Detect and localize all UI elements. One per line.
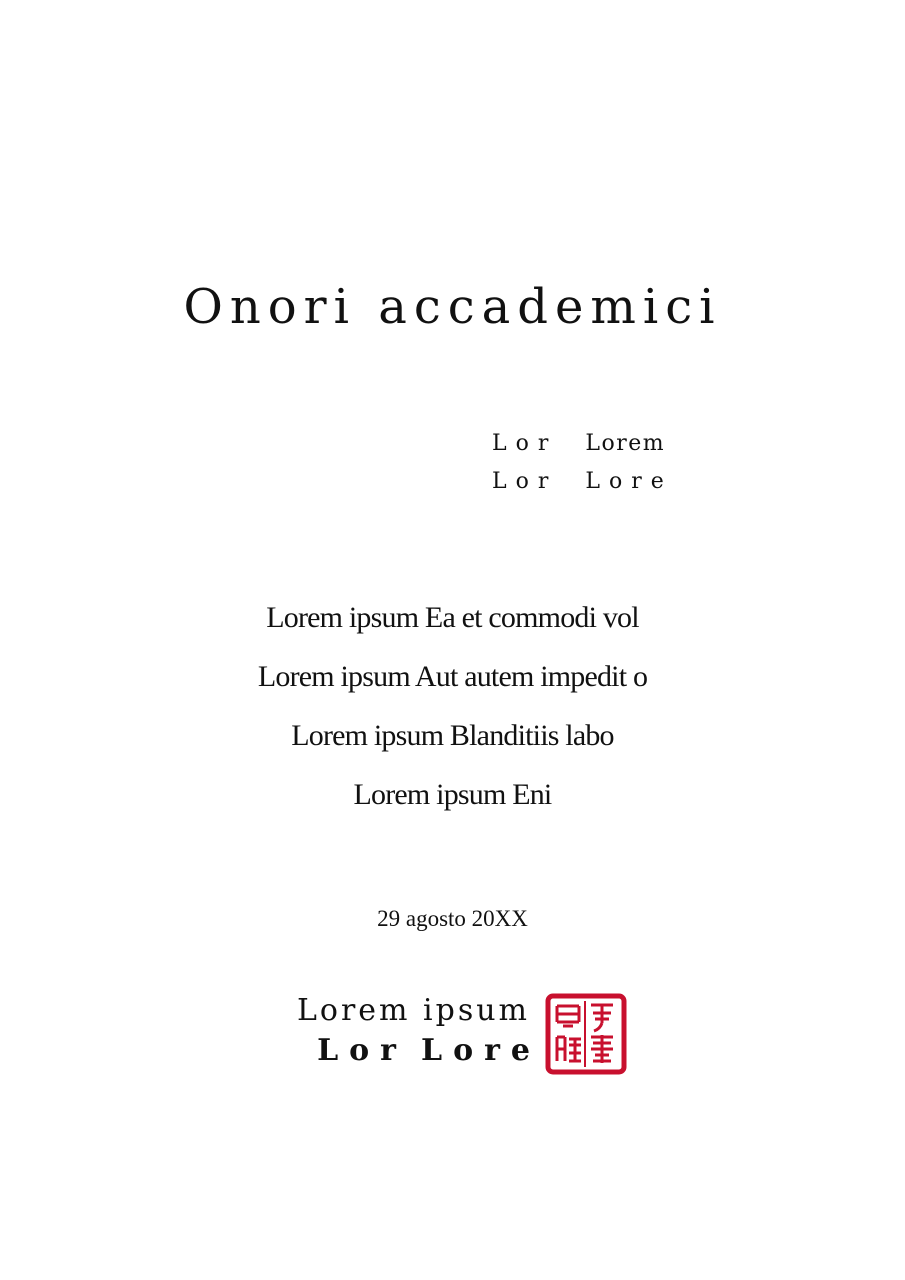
seal-stamp-icon <box>545 993 627 1075</box>
recipient-text: Lore <box>585 469 673 494</box>
signature-name-part: Lor <box>317 1033 407 1068</box>
signature-block <box>296 993 541 1068</box>
signature-line-1: Lorem ipsum <box>296 993 530 1028</box>
issue-date: 29 agosto 20XX <box>377 906 528 931</box>
recipient-column-1 <box>492 425 557 501</box>
citation-line: Lorem ipsum Blanditiis labo <box>291 719 614 752</box>
citation-list <box>0 588 905 824</box>
recipient-text: Lor <box>492 469 558 494</box>
signature-name-part: Lore <box>421 1033 541 1068</box>
recipient-block <box>492 425 673 501</box>
citation-line: Lorem ipsum Ea et commodi vol <box>266 601 639 634</box>
recipient-text: Lor <box>492 431 558 456</box>
recipient-column-2 <box>585 425 672 501</box>
citation-line: Lorem ipsum Aut autem impedit o <box>257 660 648 693</box>
recipient-text: Lorem <box>585 431 666 456</box>
document-title: Onori accademici <box>183 279 722 335</box>
citation-line: Lorem ipsum Eni <box>353 778 552 811</box>
signature-line-2 <box>297 1033 541 1068</box>
